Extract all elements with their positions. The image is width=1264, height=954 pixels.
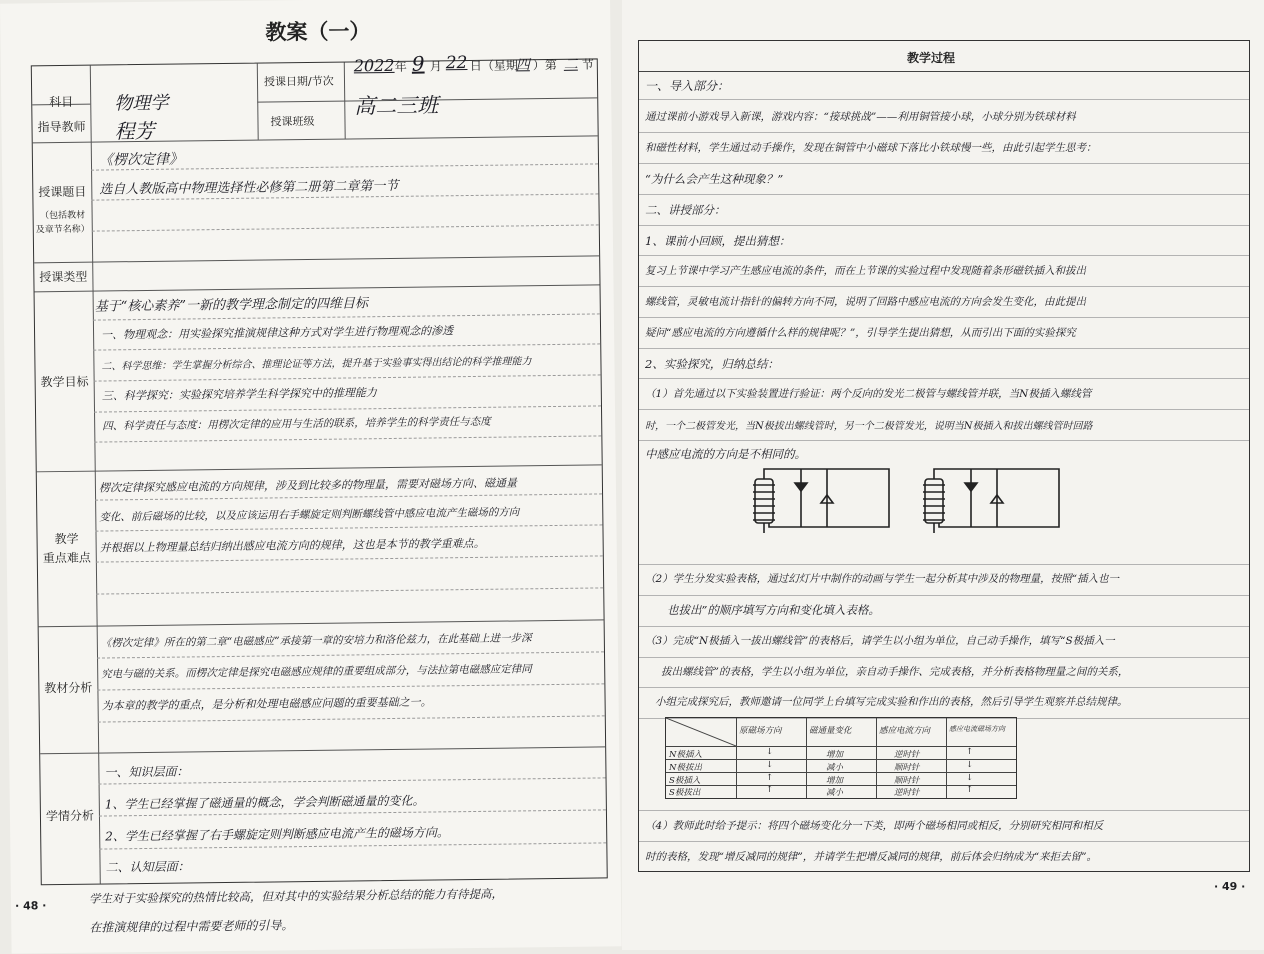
table-cell: 顺时针	[894, 776, 920, 786]
process-line: （1）首先通过以下实验装置进行验证：两个反向的发光二极管与螺线管并联，当N极插入螺线管	[645, 388, 1092, 400]
subject-value: 物理学	[114, 92, 169, 115]
page-number-right: · 49 ·	[1214, 880, 1246, 893]
process-line: 2、实验探究，归纳总结：	[645, 357, 779, 371]
material-line: 为本章的教学的重点，是分析和处理电磁感应问题的重要基础之一。	[101, 695, 432, 713]
goal-line: 一、物理观念：用实验探究推演规律这种方式对学生进行物理观念的渗透	[100, 324, 454, 342]
page-number-left: · 48 ·	[14, 899, 47, 913]
year-value: 2022	[353, 55, 395, 76]
process-line: （4）教师此时给予提示：将四个磁场变化分一下类，即两个磁场相同或相反，分别研究相同和相反	[645, 820, 1104, 832]
table-cell: ↓	[966, 773, 974, 783]
period-value: 二	[563, 56, 578, 73]
goal-line: 四、科学责任与态度：用楞次定律的应用与生活的联系，培养学生的科学责任与态度	[102, 415, 491, 433]
period-unit: 节	[581, 57, 594, 72]
table-cell: ↑	[766, 773, 774, 783]
process-line: （2）学生分发实验表格，通过幻灯片中制作的动画与学生一起分析其中涉及的物理量，按照“插入也一	[645, 573, 1120, 585]
date-label: 授课日期/节次	[263, 74, 334, 89]
class-value: 高二三班	[354, 93, 439, 119]
circuit-1	[753, 469, 889, 533]
table-cell: 逆时针	[894, 788, 920, 798]
day-unit: 日（星期	[469, 58, 518, 73]
table-cell: ↑	[966, 747, 974, 757]
table-cell: S极插入	[669, 776, 701, 786]
students-line: 1、学生已经掌握了磁通量的概念，学会判断磁通量的变化。	[104, 793, 425, 812]
circuit-2	[923, 469, 1059, 533]
key-point-line: 变化、前后磁场的比较，以及应该运用右手螺旋定则判断螺线管中感应电流产生磁场的方向	[99, 506, 520, 524]
students-line: 2、学生已经掌握了右手螺旋定则判断感应电流产生的磁场方向。	[105, 825, 449, 844]
month-unit: 月	[429, 59, 442, 74]
teacher-value: 程芳	[114, 118, 155, 144]
page-title: 教案（一）	[265, 19, 371, 45]
table-cell: ↓	[766, 760, 774, 770]
table-cell: N极插入	[669, 750, 702, 760]
table-cell: ↓	[766, 747, 774, 757]
material-line: 《楞次定律》所在的第二章“电磁感应”承接第一章的安培力和洛伦兹力，在此基础上进一步深	[100, 632, 532, 650]
process-line: 螺线管，灵敏电流计指针的偏转方向不同，说明了回路中感应电流的方向会发生变化，由此提出	[645, 296, 1086, 308]
footnote-line-1: 学生对于实验探究的热情比较高，但对其中的实验结果分析总结的能力有待提高，	[88, 886, 504, 906]
material-label: 教材分析	[44, 680, 93, 696]
goal-line: 二、科学思维：学生掌握分析综合、推理论证等方法，提升基于实验事实得出结论的科学推理能力	[101, 356, 532, 373]
table-header: 原磁场方向	[739, 726, 782, 736]
process-line: 小组完成探究后，教师邀请一位同学上台填写完成实验和作出的表格，然后引导学生观察并总结规律。	[655, 696, 1128, 708]
table-diagonal	[666, 718, 736, 746]
class-label: 授课班级	[270, 114, 315, 129]
table-cell: 逆时针	[894, 750, 920, 760]
table-cell: 增加	[826, 750, 844, 760]
topic-label: 授课题目	[38, 184, 87, 200]
table-cell: 增加	[826, 776, 844, 786]
process-line: “为什么会产生这种现象？”	[645, 172, 784, 186]
table-cell: 减小	[826, 763, 844, 773]
goals-label: 教学目标	[40, 374, 89, 390]
topic-line-2: 选自人教版高中物理选择性必修第二册第二章第一节	[99, 178, 399, 198]
topic-line-1: 《楞次定律》	[98, 151, 184, 169]
process-line: 中感应电流的方向是不相同的。	[645, 447, 806, 461]
process-line: 拔出螺线管”的表格，学生以小组为单位，亲自动手操作、完成表格，并分析表格物理量之间的关系，	[661, 666, 1129, 678]
right-page	[622, 0, 1264, 950]
process-line: （3）完成“N极插入一拔出螺线管”的表格后，请学生以小组为单位，自己动手操作，填写“S极插入一	[645, 635, 1115, 647]
goal-line: 三、科学探究：实验探究培养学生科学探究中的推理能力	[101, 386, 377, 403]
month-value: 9	[411, 51, 425, 76]
footnote-line-2: 在推演规律的过程中需要老师的引导。	[89, 918, 294, 935]
weekday-value: 四	[515, 57, 530, 74]
process-line: 通过课前小游戏导入新课，游戏内容：“接球挑战”——利用铜管接小球，小球分别为铁球材料	[645, 111, 1076, 123]
table-header: 磁通量变化	[809, 726, 852, 736]
key-point-line: 楞次定律探究感应电流的方向规律，涉及到比较多的物理量，需要对磁场方向、磁通量	[98, 476, 517, 495]
process-table	[638, 40, 1250, 872]
lesson-plan-table	[31, 51, 608, 885]
table-cell: S极拔出	[669, 788, 701, 798]
process-header: 教学过程	[907, 51, 956, 65]
circuit-diagram	[739, 461, 1139, 553]
subject-label: 科目	[49, 94, 74, 110]
period-prefix: ）第	[532, 57, 557, 73]
table-cell: ↑	[766, 785, 774, 795]
process-line: 1、课前小回顾，提出猜想：	[645, 234, 791, 248]
topic-note-1: （包括教材	[40, 210, 86, 222]
topic-note-2: 及章节名称）	[35, 224, 90, 236]
goal-line: 基于“核心素养”一新的教学理念制定的四维目标	[94, 296, 369, 315]
process-line: 和磁性材料，学生通过动手操作，发现在铜管中小磁球下落比小铁球慢一些，由此引起学生思考：	[645, 142, 1097, 154]
process-line: 疑问“感应电流的方向遵循什么样的规律呢？”，引导学生提出猜想，从而引出下面的实验探究	[645, 327, 1076, 339]
day-value: 22	[445, 53, 468, 74]
left-page	[0, 0, 622, 954]
key-label-1: 教学	[54, 531, 79, 547]
key-point-line: 并根据以上物理量总结归纳出感应电流方向的规律，这也是本节的教学重难点。	[99, 536, 485, 555]
table-cell: 顺时针	[894, 763, 920, 773]
process-line: 复习上节课中学习产生感应电流的条件，而在上节课的实验过程中发现随着条形磁铁插入和拔出	[645, 265, 1086, 277]
process-line: 也拔出”的顺序填写方向和变化填入表格。	[667, 603, 880, 617]
key-label-2: 重点难点	[42, 550, 91, 566]
students-label: 学情分析	[45, 808, 95, 824]
table-cell: ↓	[966, 760, 974, 770]
students-line: 二、认知层面：	[105, 859, 190, 875]
process-line: 一、导入部分：	[645, 79, 730, 93]
table-header: 感应电流磁场方向	[949, 725, 1005, 733]
material-line: 究电与磁的关系。而楞次定律是探究电磁感应规律的重要组成部分，与法拉第电磁感应定律同	[101, 663, 532, 681]
type-label: 授课类型	[39, 269, 88, 285]
table-cell: ↑	[966, 785, 974, 795]
students-line: 一、知识层面：	[104, 764, 189, 780]
year-unit: 年	[394, 59, 407, 74]
table-cell: N极拔出	[669, 763, 702, 773]
process-line: 时的表格，发现“增反减同的规律”，并请学生把增反减同的规律，前后体会归纳成为“来拒去留”。	[645, 851, 1097, 863]
results-table	[665, 717, 1017, 799]
table-cell: 减小	[826, 788, 844, 798]
table-header: 感应电流方向	[879, 726, 931, 736]
teacher-label: 指导教师	[37, 119, 86, 135]
process-line: 时，一个二极管发光，当N极拔出螺线管时，另一个二极管发光，说明当N极插入和拔出螺线管时回路	[645, 421, 1093, 432]
process-line: 二、讲授部分：	[645, 203, 726, 217]
